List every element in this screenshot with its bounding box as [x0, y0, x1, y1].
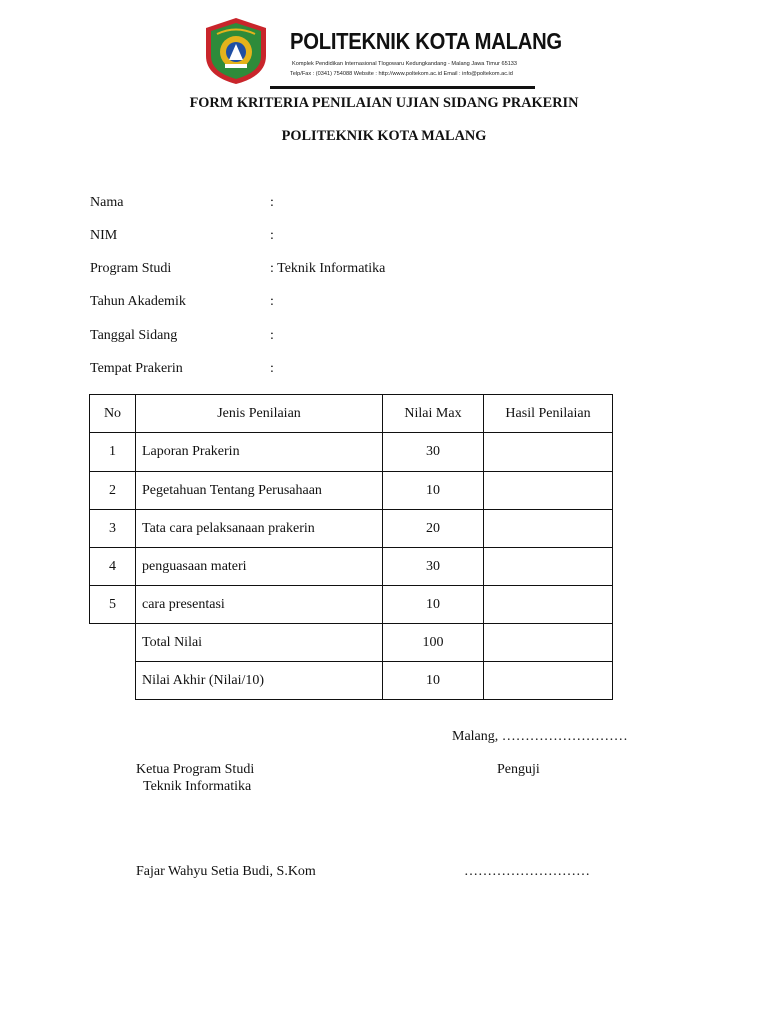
table-header-row: [90, 395, 613, 433]
table-summary-row: [90, 624, 613, 662]
row-jenis: Laporan Prakerin: [136, 433, 383, 472]
summary-hasil-akhir-input[interactable]: [484, 662, 613, 700]
table-row: [90, 548, 613, 586]
field-value-nim: :: [270, 228, 274, 243]
row-max: 20: [383, 510, 484, 548]
header-no: No: [90, 395, 136, 433]
field-label-nama: Nama: [90, 195, 124, 210]
field-label-program-studi: Program Studi: [90, 261, 172, 276]
row-hasil-input[interactable]: [484, 586, 613, 624]
form-title: FORM KRITERIA PENILAIAN UJIAN SIDANG PRAKERIN: [189, 95, 579, 111]
row-no: 1: [90, 433, 136, 472]
org-name: POLITEKNIK KOTA MALANG: [290, 28, 562, 54]
row-max: 10: [383, 472, 484, 510]
field-label-tanggal-sidang: Tanggal Sidang: [90, 328, 178, 343]
field-value-tanggal-sidang: :: [270, 328, 274, 343]
field-value-tempat-prakerin: :: [270, 361, 274, 376]
row-no: 2: [90, 472, 136, 510]
field-label-nim: NIM: [90, 228, 118, 243]
header-nilai-max: Nilai Max: [383, 395, 484, 433]
row-max: 30: [383, 433, 484, 472]
blank-cell: [90, 662, 136, 700]
row-jenis: penguasaan materi: [136, 548, 383, 586]
right-signatory-name-blank: ………………………: [464, 864, 590, 879]
right-signatory-title: Penguji: [497, 762, 540, 777]
row-no: 4: [90, 548, 136, 586]
row-no: 5: [90, 586, 136, 624]
blank-cell: [90, 624, 136, 662]
field-value-tahun-akademik: :: [270, 294, 274, 309]
left-signatory-title: Ketua Program Studi: [136, 762, 255, 777]
contact-line: Telp/Fax : (0341) 754088 Website : http://www.poltekom.ac.id Email : info@poltekom.ac.id: [290, 71, 513, 77]
row-hasil-input[interactable]: [484, 433, 613, 472]
row-hasil-input[interactable]: [484, 472, 613, 510]
left-signatory-name: Fajar Wahyu Setia Budi, S.Kom: [136, 864, 316, 879]
table-row: [90, 433, 613, 472]
address-line: Komplek Pendidikan Internasional Tlogowaru Kedungkandang - Malang Jawa Timur 65133: [292, 61, 518, 67]
form-subtitle: POLITEKNIK KOTA MALANG: [281, 128, 487, 144]
header-jenis-penilaian: Jenis Penilaian: [136, 395, 383, 433]
table-row: [90, 586, 613, 624]
summary-label-akhir: Nilai Akhir (Nilai/10): [136, 662, 383, 700]
summary-max-total: 100: [383, 624, 484, 662]
row-jenis: Tata cara pelaksanaan prakerin: [136, 510, 383, 548]
place-date: Malang, ………………………: [452, 729, 628, 744]
summary-hasil-total-input[interactable]: [484, 624, 613, 662]
score-table: [89, 394, 613, 700]
table-row: [90, 472, 613, 510]
field-value-nama: :: [270, 195, 274, 210]
header-divider: [270, 86, 535, 89]
table-summary-row: [90, 662, 613, 700]
field-label-tempat-prakerin: Tempat Prakerin: [90, 361, 183, 376]
row-hasil-input[interactable]: [484, 548, 613, 586]
left-signatory-subtitle: Teknik Informatika: [143, 779, 252, 794]
header-hasil-penilaian: Hasil Penilaian: [484, 395, 613, 433]
row-jenis: Pegetahuan Tentang Perusahaan: [136, 472, 383, 510]
row-max: 10: [383, 586, 484, 624]
row-max: 30: [383, 548, 484, 586]
table-row: [90, 510, 613, 548]
field-label-tahun-akademik: Tahun Akademik: [90, 294, 186, 309]
row-hasil-input[interactable]: [484, 510, 613, 548]
field-value-program-studi: : Teknik Informatika: [270, 261, 386, 276]
row-jenis: cara presentasi: [136, 586, 383, 624]
summary-max-akhir: 10: [383, 662, 484, 700]
summary-label-total: Total Nilai: [136, 624, 383, 662]
institution-crest-icon: [203, 16, 269, 86]
row-no: 3: [90, 510, 136, 548]
